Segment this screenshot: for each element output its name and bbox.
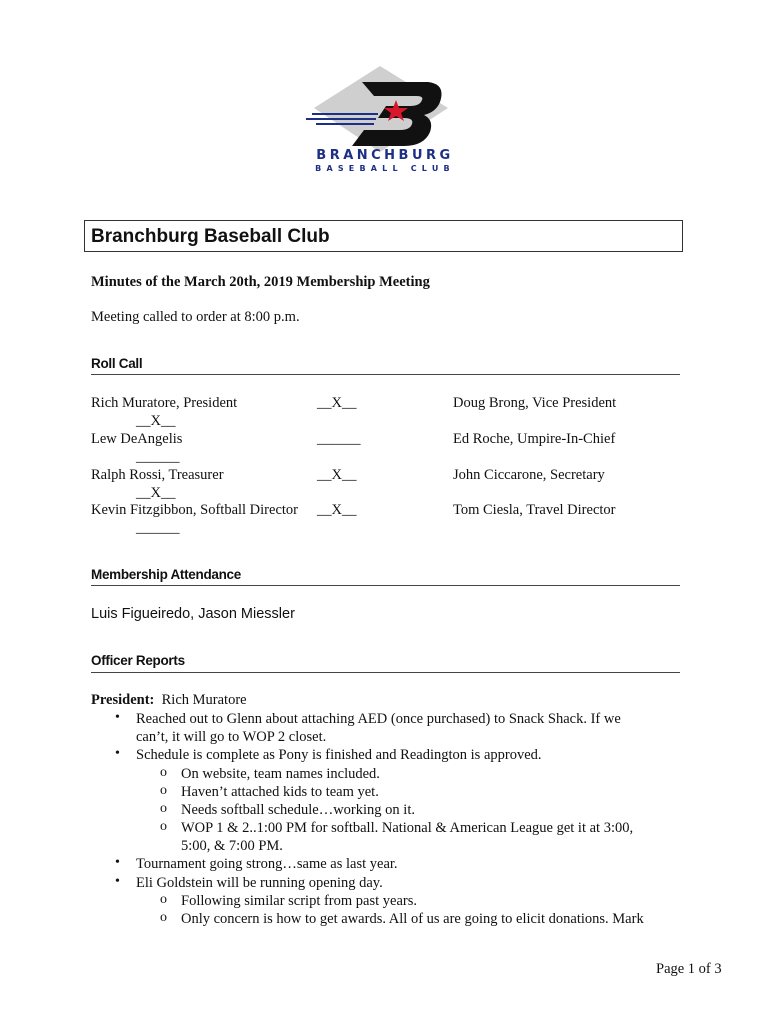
title-box (84, 220, 683, 252)
report-item: Reached out to Glenn about attaching AED (once purchased) to Snack Shack. If we (136, 711, 621, 727)
report-item: can’t, it will go to WOP 2 closet. (136, 729, 327, 745)
president-name: Rich Muratore (161, 692, 247, 708)
logo-wordmark: BRANCHBURG (316, 148, 454, 163)
sub-bullet-icon: o (160, 783, 167, 798)
roll-mark: ______ (136, 449, 180, 465)
roll-mark: __X__ (136, 485, 176, 501)
sub-bullet-icon: o (160, 765, 167, 780)
report-item: Eli Goldstein will be running opening day. (136, 875, 383, 891)
roll-name: Lew DeAngelis (91, 431, 183, 447)
report-subitem: Following similar script from past years. (181, 893, 417, 909)
roll-name: Doug Brong, Vice President (453, 395, 617, 411)
membership-rule (91, 585, 680, 586)
report-item: Tournament going strong…same as last year. (136, 856, 398, 872)
roll-name: John Ciccarone, Secretary (453, 467, 605, 483)
roll-name: Rich Muratore, President (91, 395, 238, 411)
roll-call-heading: Roll Call (91, 356, 143, 371)
membership-names: Luis Figueiredo, Jason Miessler (91, 606, 295, 622)
report-subitem: WOP 1 & 2..1:00 PM for softball. National & American League get it at 3:00, (181, 820, 634, 836)
report-subitem: On website, team names included. (181, 766, 380, 782)
bullet-icon: • (115, 874, 120, 889)
membership-heading: Membership Attendance (91, 567, 241, 582)
bullet-icon: • (115, 746, 120, 761)
roll-name: Ralph Rossi, Treasurer (91, 467, 224, 483)
report-subitem: 5:00, & 7:00 PM. (181, 838, 283, 854)
sub-bullet-icon: o (160, 819, 167, 834)
meeting-subtitle: Minutes of the March 20th, 2019 Membership Meeting (91, 274, 430, 290)
sub-bullet-icon: o (160, 892, 167, 907)
sub-bullet-icon: o (160, 910, 167, 925)
logo-subtitle: BASEBALL CLUB (315, 164, 455, 173)
report-subitem: Needs softball schedule…working on it. (181, 802, 415, 818)
page-number: Page 1 of 3 (656, 961, 722, 977)
sub-bullet-icon: o (160, 801, 167, 816)
roll-name: Kevin Fitzgibbon, Softball Director (91, 502, 298, 518)
report-subitem: Only concern is how to get awards. All of us are going to elicit donations. Mark (181, 911, 644, 927)
roll-mark: ______ (317, 431, 361, 447)
report-item: Schedule is complete as Pony is finished and Readington is approved. (136, 747, 542, 763)
roll-name: Ed Roche, Umpire-In-Chief (453, 431, 616, 447)
roll-mark: ______ (136, 520, 180, 536)
president-line (91, 691, 247, 709)
president-label: President: (91, 692, 155, 708)
roll-mark: __X__ (317, 467, 357, 483)
officer-reports-heading: Officer Reports (91, 653, 185, 668)
officer-reports-rule (91, 672, 680, 673)
roll-mark: __X__ (317, 502, 357, 518)
roll-mark: __X__ (317, 395, 357, 411)
document-title: Branchburg Baseball Club (91, 226, 330, 247)
report-subitem: Haven’t attached kids to team yet. (181, 784, 379, 800)
bullet-icon: • (115, 855, 120, 870)
roll-mark: __X__ (136, 413, 176, 429)
bullet-icon: • (115, 710, 120, 725)
roll-name: Tom Ciesla, Travel Director (453, 502, 616, 518)
called-to-order: Meeting called to order at 8:00 p.m. (91, 309, 300, 325)
roll-call-rule (91, 374, 680, 375)
